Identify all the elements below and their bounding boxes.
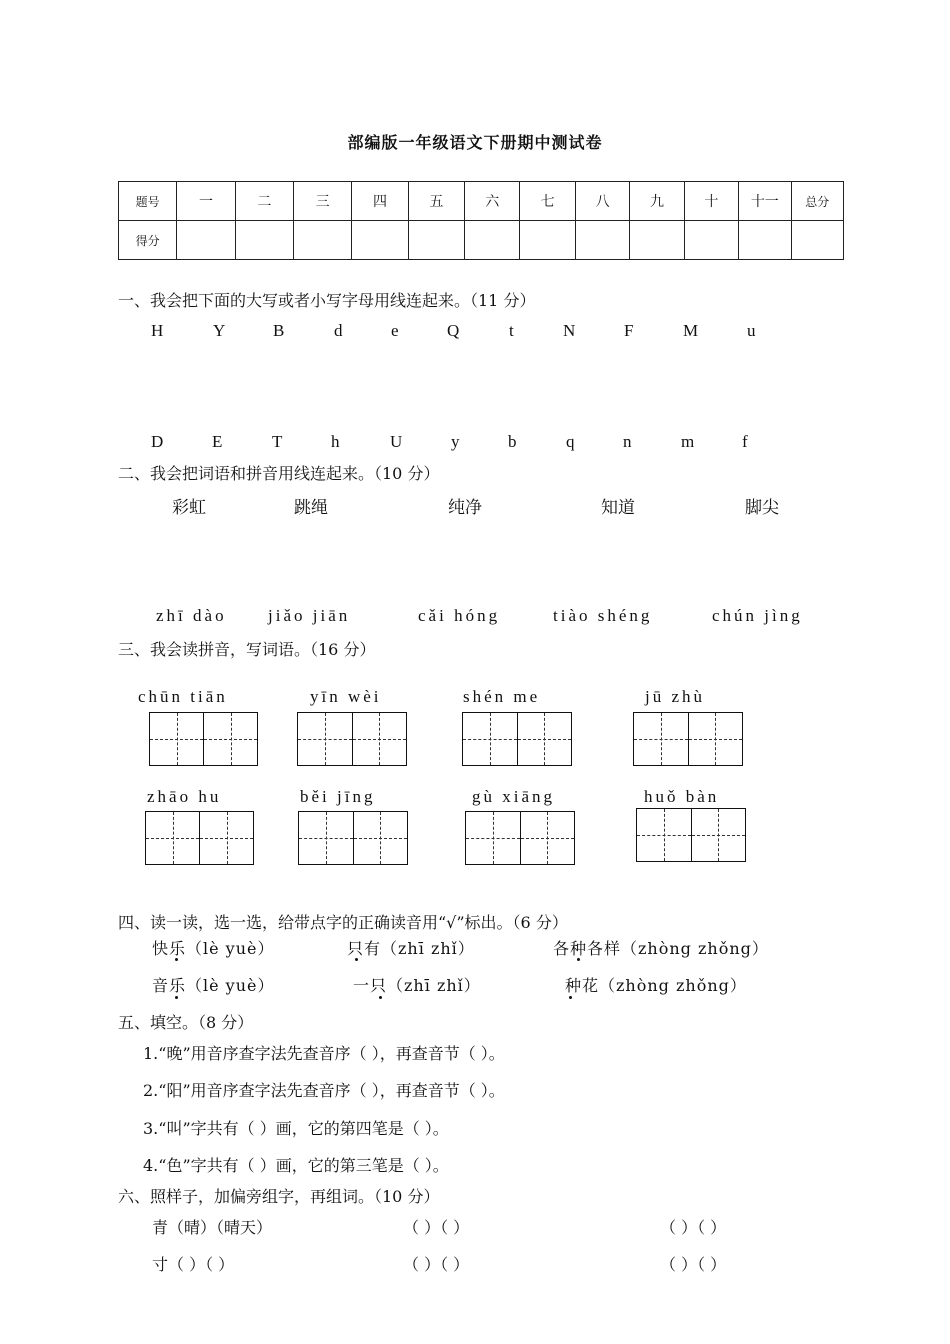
writing-grid[interactable]	[149, 712, 258, 766]
letter-bottom: T	[272, 432, 283, 451]
score-header-cell: 六	[465, 182, 520, 221]
emphasis-dot	[175, 958, 178, 961]
letter-bottom: q	[566, 432, 575, 451]
emphasis-dot	[175, 996, 178, 999]
score-cell[interactable]	[684, 221, 738, 260]
letter-top: e	[391, 321, 399, 340]
score-header-cell: 三	[294, 182, 352, 221]
word-item: 脚尖	[745, 498, 779, 518]
letter-top: Q	[447, 321, 460, 340]
section-3-heading: 三、我会读拼音，写词语。（16 分）	[118, 640, 376, 659]
score-table-header-row	[119, 182, 844, 221]
writing-grid[interactable]	[298, 811, 408, 865]
score-header-cell: 九	[630, 182, 684, 221]
score-cell[interactable]	[791, 221, 843, 260]
radical-example: 青（晴）（晴天）	[152, 1218, 273, 1237]
pinyin-label: chūn tiān	[138, 687, 228, 706]
reading-choice: 种花（zhòng zhǒng）	[565, 976, 747, 995]
pinyin-label: yīn wèi	[310, 687, 382, 706]
score-header-cell: 二	[235, 182, 293, 221]
letter-top: d	[334, 321, 343, 340]
word-item: 跳绳	[294, 498, 328, 518]
emphasis-dot	[379, 996, 382, 999]
score-row-label: 得分	[119, 221, 177, 260]
section-1-heading: 一、我会把下面的大写或者小写字母用线连起来。（11 分）	[118, 291, 536, 310]
score-cell[interactable]	[177, 221, 235, 260]
score-cell[interactable]	[520, 221, 575, 260]
section-5-heading: 五、填空。（8 分）	[118, 1013, 254, 1032]
pinyin-item: jiǎo jiān	[268, 606, 351, 625]
radical-blank[interactable]: 寸（ ）（ ）	[152, 1255, 235, 1274]
letter-bottom: E	[212, 432, 223, 451]
letter-top: B	[273, 321, 285, 340]
section-2-heading: 二、我会把词语和拼音用线连起来。（10 分）	[118, 464, 440, 483]
reading-choice: 一只（zhī zhǐ）	[353, 976, 481, 995]
pinyin-label: huǒ bàn	[644, 787, 720, 806]
score-cell[interactable]	[630, 221, 684, 260]
fill-blank-line[interactable]: 1.“晚”用音序查字法先查音序（ ），再查音节（ ）。	[143, 1044, 505, 1063]
score-header-cell: 十	[684, 182, 738, 221]
letter-bottom: n	[623, 432, 632, 451]
page-title: 部编版一年级语文下册期中测试卷	[347, 133, 603, 152]
pinyin-item: chún jìng	[712, 606, 803, 625]
fill-blank-line[interactable]: 2.“阳”用音序查字法先查音序（ ），再查音节（ ）。	[143, 1081, 505, 1100]
letter-bottom: D	[151, 432, 164, 451]
pinyin-label: gù xiāng	[472, 787, 556, 806]
score-table-score-row	[119, 221, 844, 260]
letter-top: u	[747, 321, 756, 340]
score-header-cell: 十一	[739, 182, 791, 221]
section-6-heading: 六、照样子，加偏旁组字，再组词。（10 分）	[118, 1187, 440, 1206]
letter-top: F	[624, 321, 634, 340]
pinyin-item: zhī dào	[156, 606, 227, 625]
pinyin-label: shén me	[463, 687, 541, 706]
emphasis-dot	[355, 958, 358, 961]
writing-grid[interactable]	[462, 712, 572, 766]
writing-grid[interactable]	[465, 811, 575, 865]
reading-choice: 各种各样（zhòng zhǒng）	[553, 939, 769, 958]
writing-grid[interactable]	[145, 811, 254, 865]
letter-bottom: b	[508, 432, 517, 451]
score-header-cell: 总分	[791, 182, 843, 221]
letter-bottom: y	[451, 432, 460, 451]
score-cell[interactable]	[235, 221, 293, 260]
word-item: 彩虹	[172, 498, 206, 518]
emphasis-dot	[577, 958, 580, 961]
letter-top: H	[151, 321, 164, 340]
reading-choice: 只有（zhī zhǐ）	[347, 939, 475, 958]
radical-blank[interactable]: （ ）（ ）	[660, 1218, 727, 1237]
letter-bottom: h	[331, 432, 340, 451]
writing-grid[interactable]	[297, 712, 407, 766]
score-header-cell: 一	[177, 182, 235, 221]
score-cell[interactable]	[294, 221, 352, 260]
radical-blank[interactable]: （ ）（ ）	[403, 1255, 470, 1274]
emphasis-dot	[569, 996, 572, 999]
score-cell[interactable]	[408, 221, 464, 260]
letter-top: M	[683, 321, 699, 340]
letter-bottom: m	[681, 432, 695, 451]
pinyin-item: tiào shéng	[553, 606, 653, 625]
letter-top: t	[509, 321, 514, 340]
section-4-heading: 四、读一读，选一选，给带点字的正确读音用“√”标出。（6 分）	[118, 913, 568, 932]
score-header-cell: 五	[408, 182, 464, 221]
score-cell[interactable]	[465, 221, 520, 260]
score-header-cell: 八	[575, 182, 629, 221]
radical-blank[interactable]: （ ）（ ）	[403, 1218, 470, 1237]
letter-bottom: f	[742, 432, 748, 451]
pinyin-label: zhāo hu	[147, 787, 222, 806]
pinyin-label: běi jīng	[300, 787, 376, 806]
fill-blank-line[interactable]: 3.“叫”字共有（ ）画，它的第四笔是（ ）。	[143, 1119, 449, 1138]
score-header-cell: 题号	[119, 182, 177, 221]
writing-grid[interactable]	[633, 712, 743, 766]
letter-top: N	[563, 321, 576, 340]
reading-choice: 快乐（lè yuè）	[152, 939, 275, 958]
letter-bottom: U	[390, 432, 403, 451]
reading-choice: 音乐（lè yuè）	[152, 976, 275, 995]
score-table	[118, 181, 844, 260]
score-cell[interactable]	[575, 221, 629, 260]
letter-top: Y	[213, 321, 226, 340]
radical-blank[interactable]: （ ）（ ）	[660, 1255, 727, 1274]
writing-grid[interactable]	[636, 808, 746, 862]
word-item: 纯净	[448, 498, 482, 518]
score-cell[interactable]	[352, 221, 408, 260]
score-header-cell: 七	[520, 182, 575, 221]
word-item: 知道	[601, 498, 635, 518]
score-cell[interactable]	[739, 221, 791, 260]
score-header-cell: 四	[352, 182, 408, 221]
pinyin-item: cǎi hóng	[418, 606, 501, 625]
pinyin-label: jū zhù	[645, 687, 706, 706]
fill-blank-line[interactable]: 4.“色”字共有（ ）画，它的第三笔是（ ）。	[143, 1156, 449, 1175]
